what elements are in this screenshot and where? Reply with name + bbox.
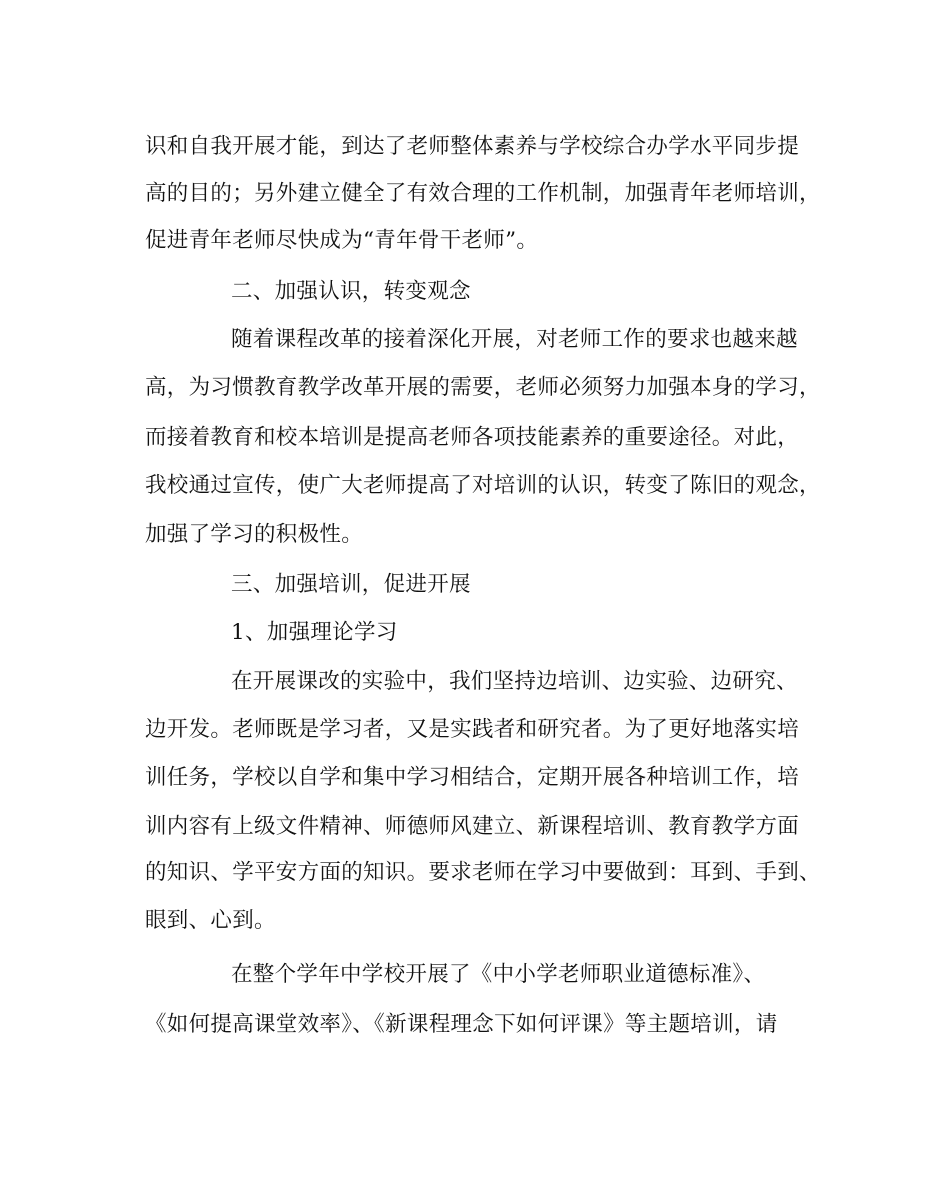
paragraph-first-line: 随着课程改革的接着深化开展，对老师工作的要求也越来越 xyxy=(231,327,798,352)
body-text-line: 高，为习惯教育教学改革开展的需要，老师必须努力加强本身的学习， xyxy=(145,375,821,400)
paragraph-first-line: 在开展课改的实验中，我们坚持边培训、边实验、边研究、 xyxy=(231,669,798,694)
body-text-line: 训内容有上级文件精神、师德师风建立、新课程培训、教育教学方面 xyxy=(145,814,800,839)
body-text-line: 加强了学习的积极性。 xyxy=(145,522,364,547)
body-text-line: 《如何提高课堂效率》、《新课程理念下如何评课》等主题培训，请 xyxy=(145,1012,778,1037)
body-text-line: 识和自我开展才能，到达了老师整体素养与学校综合办学水平同步提 xyxy=(145,134,800,159)
body-text-line: 眼到、心到。 xyxy=(145,908,276,933)
body-text-line: 我校通过宣传，使广大老师提高了对培训的认识，转变了陈旧的观念， xyxy=(145,473,821,498)
subsection-heading: 1、加强理论学习 xyxy=(231,620,398,645)
paragraph-first-line: 在整个学年中学校开展了《中小学老师职业道德标准》、 xyxy=(231,962,766,987)
section-heading: 二、加强认识，转变观念 xyxy=(231,279,471,304)
body-text-line: 的知识、学平安方面的知识。要求老师在学习中要做到：耳到、手到、 xyxy=(145,860,821,885)
body-text-line: 边开发。老师既是学习者，又是实践者和研究者。为了更好地落实培 xyxy=(145,717,800,742)
section-heading: 三、加强培训，促进开展 xyxy=(231,572,471,597)
body-text-line: 而接着教育和校本培训是提高老师各项技能素养的重要途径。对此， xyxy=(145,425,800,450)
body-text-line: 高的目的；另外建立健全了有效合理的工作机制，加强青年老师培训， xyxy=(145,181,821,206)
body-text-line: 训任务，学校以自学和集中学习相结合，定期开展各种培训工作，培 xyxy=(145,765,800,790)
body-text-line: 促进青年老师尽快成为“青年骨干老师”。 xyxy=(145,228,539,253)
